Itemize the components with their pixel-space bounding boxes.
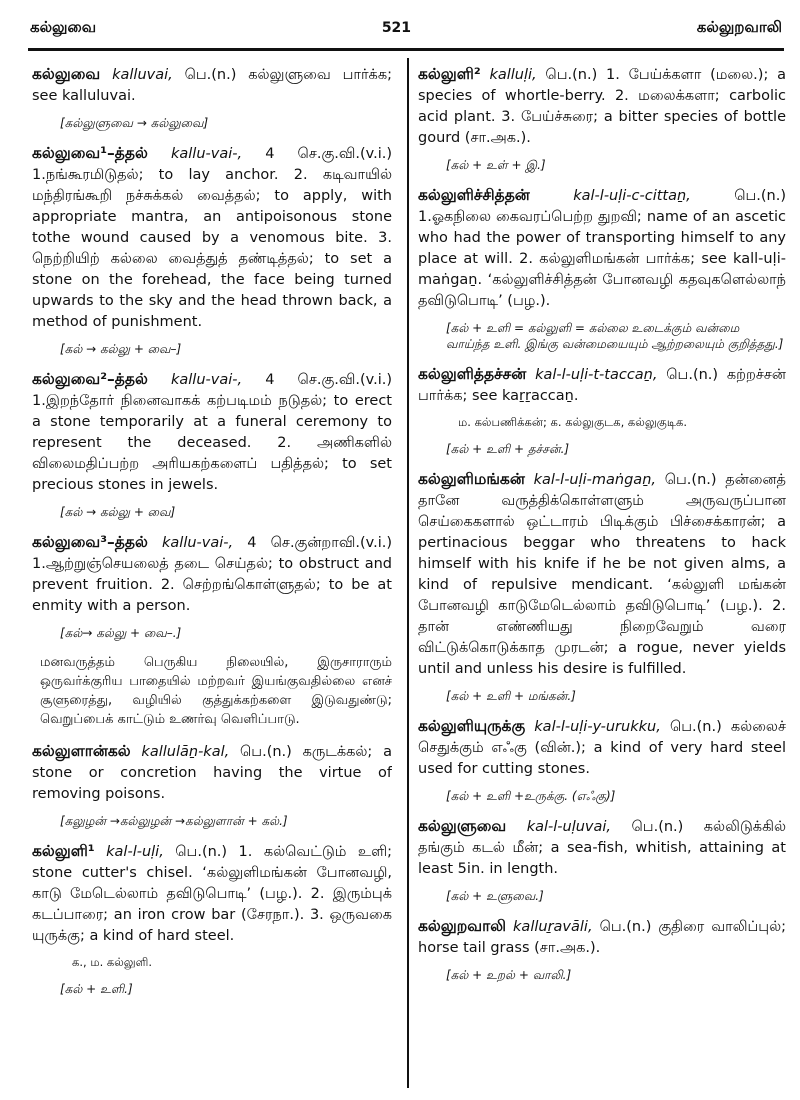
page-header (30, 14, 782, 42)
cognates: க., ம. கல்லுளி. (72, 955, 153, 969)
dictionary-entry (32, 841, 392, 947)
etymology: [கல் + உள் + இ.] (446, 158, 546, 172)
definition: பெ.(n.) 1. பேய்க்களா (மலை.); a species of whortle-berry. 2. மலைக்களா; carbolic acid plant. 3. பேய்ச்சுரை; a bitter species of bottle gourd (சா.அக.). (418, 67, 786, 146)
dictionary-entry (32, 741, 392, 805)
etymology: [கல் + உறல் + வாலி.] (446, 968, 572, 982)
headword: கல்லுளிச்சித்தன் (418, 186, 530, 204)
definition: பெ.(n.) கற்றச்சன் பார்க்க; see kaṟṟaccaṉ. (418, 367, 786, 404)
transliteration: kal-l-uḷi-maṅgaṉ, (524, 472, 656, 488)
etymology: [கல் + உளி = கல்லுளி = கல்லை உடைக்கும் வன்மை வாய்ந்த உளி. இங்கு வன்மையையும் ஆற்றலையும் குறித்தது.] (446, 321, 784, 351)
column-divider (407, 58, 409, 1088)
transliteration: kallu-vai-, (147, 535, 234, 551)
dictionary-entry (418, 185, 786, 312)
dictionary-entry (418, 469, 786, 680)
transliteration: kal-l-uḷi, (94, 844, 164, 860)
etymology: [கல்→ கல்லு + வை–.] (60, 626, 182, 640)
headword: கல்லுளிமங்கன் (418, 470, 525, 488)
transliteration: kallu-vai-, (147, 372, 243, 388)
cognates: ம. கல்பணிக்கன்; க. கல்லுகுடக, கல்லுகுடிக. (458, 415, 687, 429)
right-guide-word: கல்லுறவாலி (696, 18, 782, 36)
transliteration: kalluḷi, (480, 67, 537, 83)
etymology: [கல் + உளி + தச்சன்.] (446, 442, 570, 456)
dictionary-entry (32, 143, 392, 333)
dictionary-entry (418, 816, 786, 880)
definition: பெ.(n.) தன்னைத் தானே வருத்திக்கொள்ளளும் அருவருப்பான செய்கைகளால் ஒட்டாரம் பிடிக்கும் பிச்சைக்காரன்; a pertinacious beggar who threatens to hack himself with his knife if he be not given alms, a kind of repulsive mendicant. ‘கல்லுளி மங்கன் போனவழி காடுமேடெல்லாம் தவிடுபொடி’ (பழ.). 2. தான் எண்ணியது நிறைவேறும் வரை விட்டுக்கொடுக்காத முரடன்; a rogue, never yields until and unless his desire is fulfilled. (418, 472, 786, 677)
left-guide-word: கல்லுவை (30, 18, 97, 36)
headword: கல்லுளித்தச்சன் (418, 365, 527, 383)
transliteration: kalluṟavāli, (506, 919, 593, 935)
etymology: [கலுழன் →கல்லுழன் →கல்லுளான் + கல்.] (60, 814, 288, 828)
dictionary-entry (32, 532, 392, 617)
header-rule (28, 48, 784, 51)
transliteration: kal-l-uḷi-y-urukku, (525, 719, 661, 735)
dictionary-entry (418, 716, 786, 780)
dictionary-entry (418, 364, 786, 407)
definition: பெ.(n.) குதிரை வாலிப்புல்; horse tail grass (சா.அக.). (418, 919, 786, 956)
transliteration: kallulāṉ-kal, (130, 744, 230, 760)
headword: கல்லுளான்கல் (32, 742, 131, 760)
definition: 4 செ.கு.வி.(v.i.) 1.இறந்தோர் நினைவாகக் கற்படிமம் நடுதல்; to erect a stone temporarily at a funeral ceremony to represent the deceased. 2. அணிகளில் விலைமதிப்பற்ற அரியகற்களைப் பதித்தல்; to set precious stones in jewels. (32, 372, 392, 493)
transliteration: kal-l-uḷuvai, (506, 819, 612, 835)
headword: கல்லுவை¹–த்தல் (32, 144, 148, 162)
definition: பெ.(n.) கல்லிடுக்கில் தங்கும் கடல் மீன்; a sea-fish, whitish, attaining at least 5in. in length. (418, 819, 786, 877)
headword: கல்லுளுவை (418, 817, 507, 835)
definition: 4 செ.குன்றாவி.(v.i.) 1.ஆற்றுஞ்செயலைத் தடை செய்தல்; to obstruct and prevent fruition. 2. செற்றங்கொள்ளுதல்; to be at enmity with a person. (32, 535, 392, 614)
right-column (418, 64, 786, 1090)
etymology: [கல் → கல்லு + வை–] (60, 342, 182, 356)
transliteration: kal-l-uḷi-t-taccaṉ, (526, 367, 658, 383)
page-number: 521 (381, 20, 412, 36)
transliteration: kal-l-uḷi-c-cittaṉ, (529, 188, 691, 204)
definition: 4 செ.கு.வி.(v.i.) 1.நங்கூரமிடுதல்; to lay anchor. 2. கடிவாயில் மந்திரங்கூறி நச்சுக்கல் வைத்தல்; to apply, with appropriate mantra, an antipoisonous stone tothe wound caused by a venomous bite. 3. நெற்றியிற் கல்லை வைத்துத் தண்டித்தல்; to set a stone on the forehead, the face being turned upwards to the sky and the head thrown back, a method of punishment. (32, 146, 392, 330)
dictionary-entry (32, 369, 392, 496)
definition: பெ.(n.) கல்லைச் செதுக்கும் எஃகு (வின்.); a kind of very hard steel used for cutting stones. (418, 719, 786, 777)
headword: கல்லுவை³–த்தல் (32, 533, 148, 551)
etymology: [கல் → கல்லு + வை] (60, 505, 176, 519)
headword: கல்லுளி¹ (32, 842, 95, 860)
headword: கல்லுவை (32, 65, 101, 83)
etymology: [கல் + உளி + மங்கன்.] (446, 689, 576, 703)
definition: பெ.(n.) கருடக்கல்; a stone or concretion having the virtue of removing poisons. (32, 744, 392, 802)
dictionary-entry (418, 64, 786, 149)
transliteration: kalluvai, (100, 67, 173, 83)
definition: பெ.(n.) 1.ஓகநிலை கைவரப்பெற்ற துறவி; name of an ascetic who had the power of transporting himself to any place at will. 2. கல்லுளிமங்கன் பார்க்க; see kall-uḷi-maṅgaṉ. ‘கல்லுளிச்சித்தன் போனவழி கதவுகளெல்லாந் தவிடுபொடி’ (பழ.). (418, 188, 786, 309)
definition: பெ.(n.) 1. கல்வெட்டும் உளி; stone cutter's chisel. ‘கல்லுளிமங்கன் போனவழி, காடு மேடெல்லாம் தவிடுபொடி’ (பழ.). 2. இரும்புக் கடப்பாரை; an iron crow bar (சேரநா.). 3. ஒருவகை யுருக்கு; a kind of hard steel. (32, 844, 392, 944)
headword: கல்லுவை²–த்தல் (32, 370, 148, 388)
left-column (32, 64, 392, 1090)
definition: பெ.(n.) கல்லுளுவை பார்க்க; see kalluluvai. (32, 67, 392, 104)
etymology: [கல் + உளுவை.] (446, 889, 544, 903)
usage-note: மனவருத்தம் பெருகிய நிலையில், இருசாராரும் ஒருவர்க்குரிய பாதையில் மற்றவர் இயங்குவதில்லை எனச் சூளுரைத்து, வழியில் குத்துக்கற்களை இடுவதுண்டு; வெறுப்பைக் காட்டும் உணர்வு வெளிப்பாடு. (40, 655, 392, 727)
headword: கல்லுளி² (418, 65, 481, 83)
dictionary-entry (32, 64, 392, 107)
etymology: [கல்லுளுவை → கல்லுவை] (60, 116, 209, 130)
headword: கல்லுளியுருக்கு (418, 717, 526, 735)
etymology: [கல் + உளி +உருக்கு. (எஃகு)] (446, 789, 616, 803)
headword: கல்லுறவாலி (418, 917, 507, 935)
dictionary-entry (418, 916, 786, 959)
transliteration: kallu-vai-, (147, 146, 243, 162)
etymology: [கல் + உளி.] (60, 982, 133, 996)
